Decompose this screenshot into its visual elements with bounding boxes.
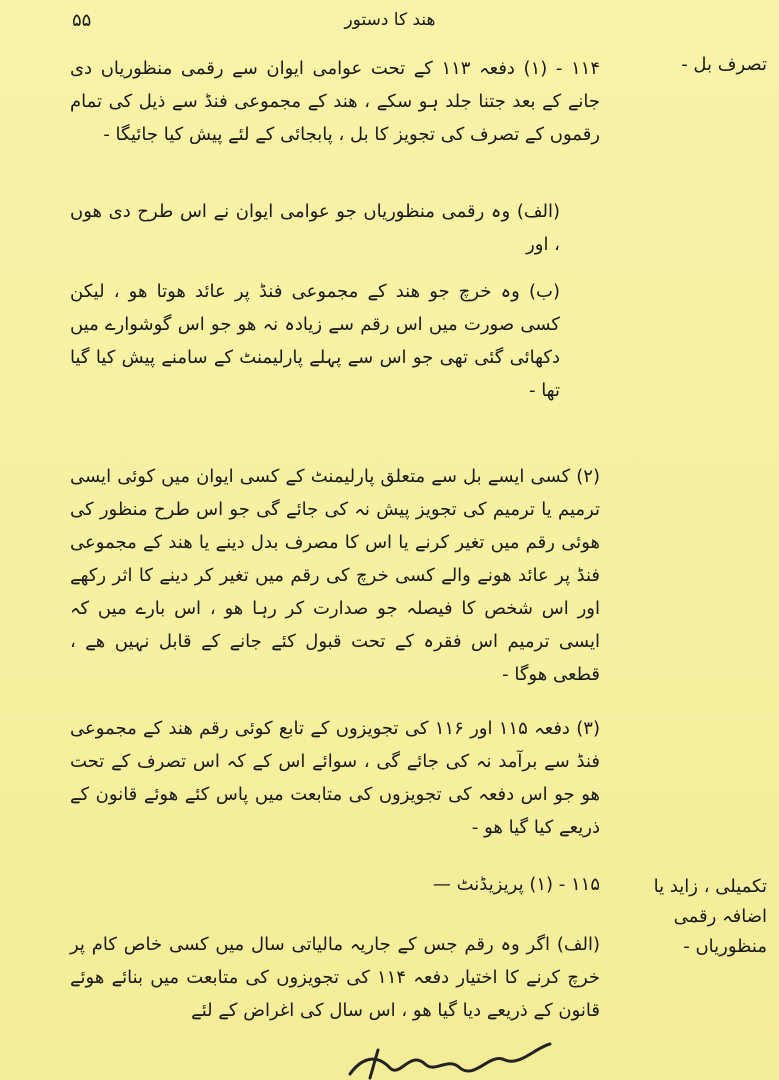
margin-note-supplementary-grants: تکمیلی ، زاید یا اضافہ رقمی منظوریاں - — [653, 876, 767, 957]
sub-clause-a-text: (الف) وہ رقمی منظوریاں جو عوامی ایوان نے اس طرح دی ھوں ، اور — [70, 201, 560, 255]
sub-clause-b — [70, 275, 600, 407]
margin-note-appropriation-bill: تصرف بل - — [681, 54, 767, 75]
handwritten-signature — [330, 1030, 560, 1080]
running-title: ھند کا دستور — [344, 10, 436, 30]
clause-114-1-text: ۱۱۴ - (۱) دفعہ ۱۱۳ کے تحت عوامی ایوان سے رقمی منظوریاں دی جانے کے بعد جتنا جلد ہو سکے ، ھند کے مجموعی فنڈ سے ذیل کی تمام رقموں کے تصرف کی تجویز کا بل ، پابجائی کے لئے پیش کیا جائیگا - — [70, 58, 600, 145]
clause-114-3 — [70, 712, 640, 844]
clause-114-2 — [70, 460, 640, 691]
clause-114-3-text: (۳) دفعہ ۱۱۵ اور ۱۱۶ کی تجویزوں کے تابع کوئی رقم ھند کے مجموعی فنڈ سے برآمد نہ کی جائے گی ، سوائے اس کے کہ اس تصرف کے تحت ھو جو اس دفعہ کی تجویزوں کی متابعت میں پاس کئے ھوئے قانون کے ذریعے کیا گیا ھو - — [70, 718, 600, 838]
clause-115-a — [70, 928, 640, 1027]
sub-clause-a — [70, 195, 600, 261]
page-number: ۵۵ — [72, 10, 92, 31]
clause-114-2-text: (۲) کسی ایسے بل سے متعلق پارلیمنٹ کے کسی ایوان میں کوئی ایسی ترمیم یا ترمیم کی تجویز پیش نہ کی جائے گی جو اس طرح منظور کی ھوئی رقم میں تغیر کرنے یا اس کا مصرف بدل دینے یا ھند کے مجموعی فنڈ پر عائد ھونے والے کسی خرچ کی رقم میں تغیر کر دینے کا اثر رکھے اور اس شخص کا فیصلہ جو صدارت کر رہا ھو ، اس بارے میں کہ ایسی ترمیم اس فقرہ کے تحت قبول کئے جانے کے قابل نہیں ھے ، قطعی ھوگا - — [70, 466, 600, 685]
clause-115-heading: ۱۱۵ - (۱) پریزیڈنٹ — — [432, 874, 600, 895]
sub-clause-b-text: (ب) وہ خرچ جو ھند کے مجموعی فنڈ پر عائد ھوتا ھو ، لیکن کسی صورت میں اس رقم سے زیادہ نہ ھو جو اس گوشوارے میں دکھائی گئی تھی جو اس سے پہلے پارلیمنٹ کے سامنے پیش کیا گیا تھا - — [70, 281, 560, 401]
clause-114-1 — [70, 52, 600, 151]
clause-115-a-text: (الف) اگر وہ رقم جس کے جاریہ مالیاتی سال میں کسی خاص کام پر خرچ کرنے کا اختیار دفعہ ۱۱۴ کی تجویزوں کی متابعت میں بنائے ھوئے قانون کے ذریعے دیا گیا ھو ، اس سال کی اغراض کے لئے — [70, 934, 600, 1021]
page-header — [0, 8, 779, 32]
